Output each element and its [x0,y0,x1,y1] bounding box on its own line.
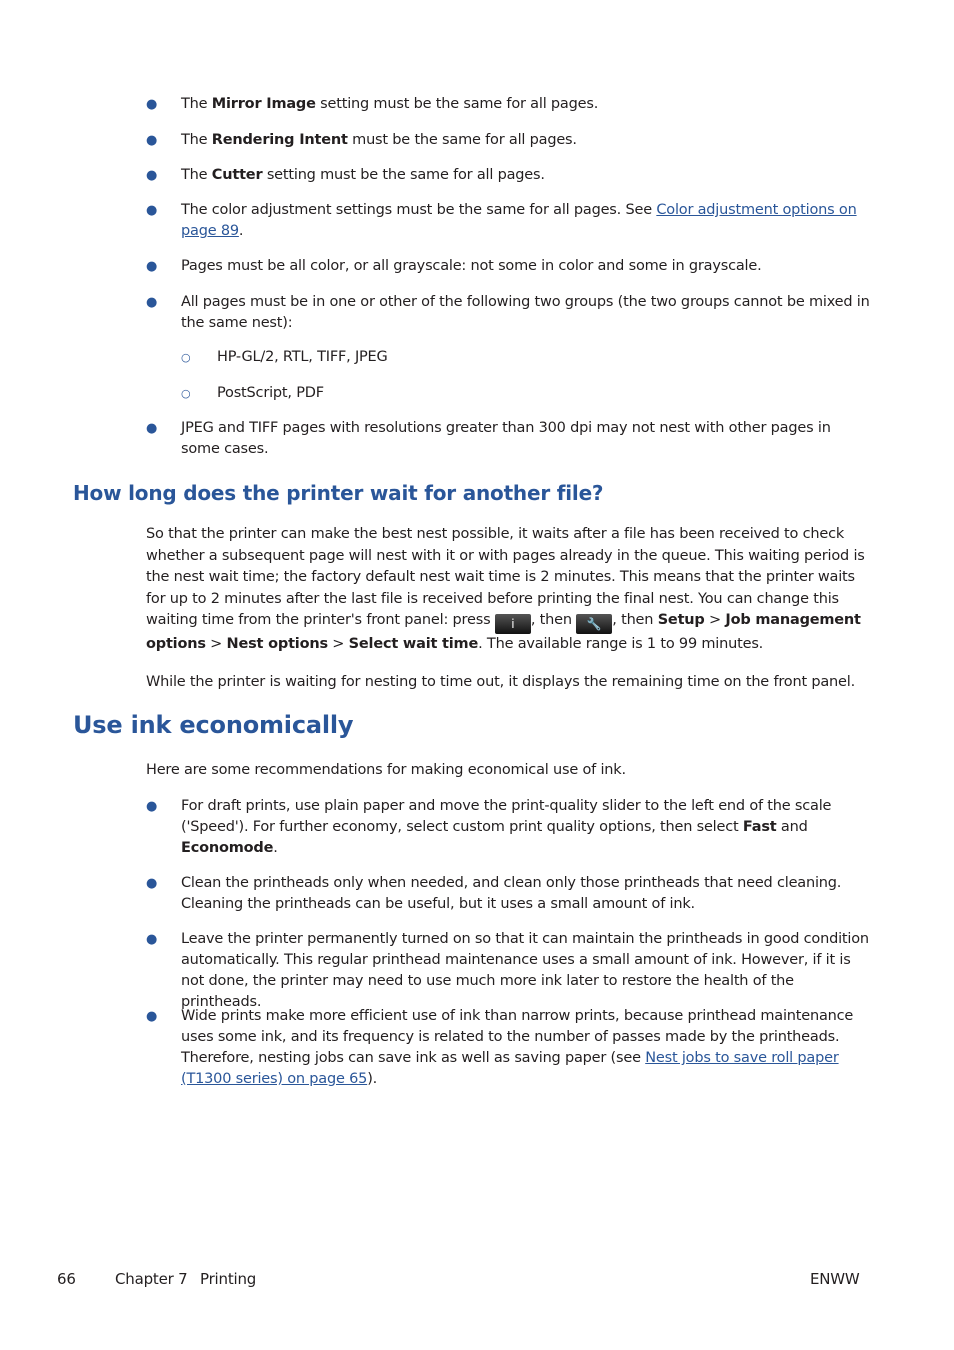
text-run: Leave the printer permanently turned on so that it can maintain the printheads in good condition automatically. This regular printhead maintenance uses a small amount of ink. However, if it is not done, the printer may need to use much more ink later to restore the health of the printheads. [181,931,869,1010]
sub-list-item: HP-GL/2, RTL, TIFF, JPEG [217,349,388,365]
bold-term: Fast [742,819,777,835]
page-number: 66 [57,1270,76,1288]
list-item [181,292,871,334]
wrench-button-icon: 🔧 [576,614,612,634]
text-run: . [238,223,244,239]
bold-term: Cutter [211,167,263,183]
list-item [181,130,871,151]
text-run: , then [530,612,577,628]
bullet: ● [146,259,158,274]
bullet: ● [146,203,158,218]
text-run: Clean the printheads only when needed, and clean only those printheads that need cleaning. Cleaning the printheads can be useful, but it uses a small amount of ink. [181,875,842,912]
text-run: and [776,819,808,835]
sub-list-item: PostScript, PDF [217,385,324,401]
text-run: The [181,96,212,112]
list-item [181,165,871,186]
text-run: For draft prints, use plain paper and move the print-quality slider to the left end of the scale ('Speed'). For further economy, select custom print quality options, then select [181,798,832,835]
paragraph [146,760,871,781]
list-item [181,796,871,859]
list-item [181,873,871,915]
text-run: , then [612,612,658,628]
text-run: ). [367,1071,378,1087]
text-run: setting must be the same for all pages. [315,96,599,112]
bold-term: Select wait time [348,636,479,652]
sub-bullet: ○ [181,387,191,400]
bullet: ● [146,799,158,814]
chapter-label: Chapter 7 [115,1270,188,1288]
cross-reference-link[interactable]: Nest jobs to save roll paper (T1300 series) on page 65 [181,1050,839,1087]
footer-right: ENWW [810,1270,860,1288]
sub-bullet: ○ [181,351,191,364]
list-item [181,256,871,277]
bullet: ● [146,421,158,436]
bullet: ● [146,1009,158,1024]
bold-term: Rendering Intent [211,132,348,148]
text-run: The [181,167,212,183]
list-item [181,94,871,115]
list-item [181,200,871,242]
text-run: . [273,840,278,856]
bold-term: Economode [181,840,274,856]
text-run: So that the printer can make the best nest possible, it waits after a file has been received to check whether a subsequent page will nest with it or with pages already in the queue. This waiting period is the nest wait time; the factory default nest wait time is 2 minutes. This means that the printer waits for up to 2 minutes after the last file is received before printing the final nest. You can change this waiting time from the printer's front panel: press [146,526,865,628]
bullet: ● [146,876,158,891]
bold-term: Setup [657,612,705,628]
list-item [181,1006,871,1090]
text-run: . The available range is 1 to 99 minutes. [478,636,764,652]
list-item [181,418,871,460]
bullet: ● [146,168,158,183]
paragraph [146,524,871,656]
text-run: > [704,612,726,628]
text-run: While the printer is waiting for nesting to time out, it displays the remaining time on the front panel. [146,674,855,690]
list-item [181,929,871,1013]
paragraph [146,672,871,693]
text-run: JPEG and TIFF pages with resolutions greater than 300 dpi may not nest with other pages in some cases. [181,420,831,457]
text-run: The color adjustment settings must be the same for all pages. See [181,202,657,218]
bold-term: Nest options [226,636,328,652]
text-run: Here are some recommendations for making economical use of ink. [146,762,626,778]
bullet: ● [146,295,158,310]
text-run: > [327,636,349,652]
text-run: > [205,636,227,652]
text-run: The [181,132,212,148]
text-run: setting must be the same for all pages. [262,167,545,183]
bullet: ● [146,97,158,112]
info-button-icon: i [495,614,531,634]
text-run: Pages must be all color, or all grayscale: not some in color and some in grayscale. [181,258,762,274]
cross-reference-link[interactable]: Color adjustment options on page 89 [181,202,857,239]
chapter-title: Printing [200,1270,257,1288]
section-heading: How long does the printer wait for another file? [73,481,604,505]
bullet: ● [146,133,158,148]
bold-term: Job management options [146,612,861,652]
text-run: All pages must be in one or other of the following two groups (the two groups cannot be mixed in the same nest): [181,294,870,331]
text-run: must be the same for all pages. [347,132,577,148]
bullet: ● [146,932,158,947]
section-heading: Use ink economically [73,711,354,739]
bold-term: Mirror Image [211,96,316,112]
text-run: Wide prints make more efficient use of ink than narrow prints, because printhead maintenance uses some ink, and its frequency is related to the number of passes made by the printheads. Therefore, nesting jobs can save ink as well as saving paper (see [181,1008,854,1066]
